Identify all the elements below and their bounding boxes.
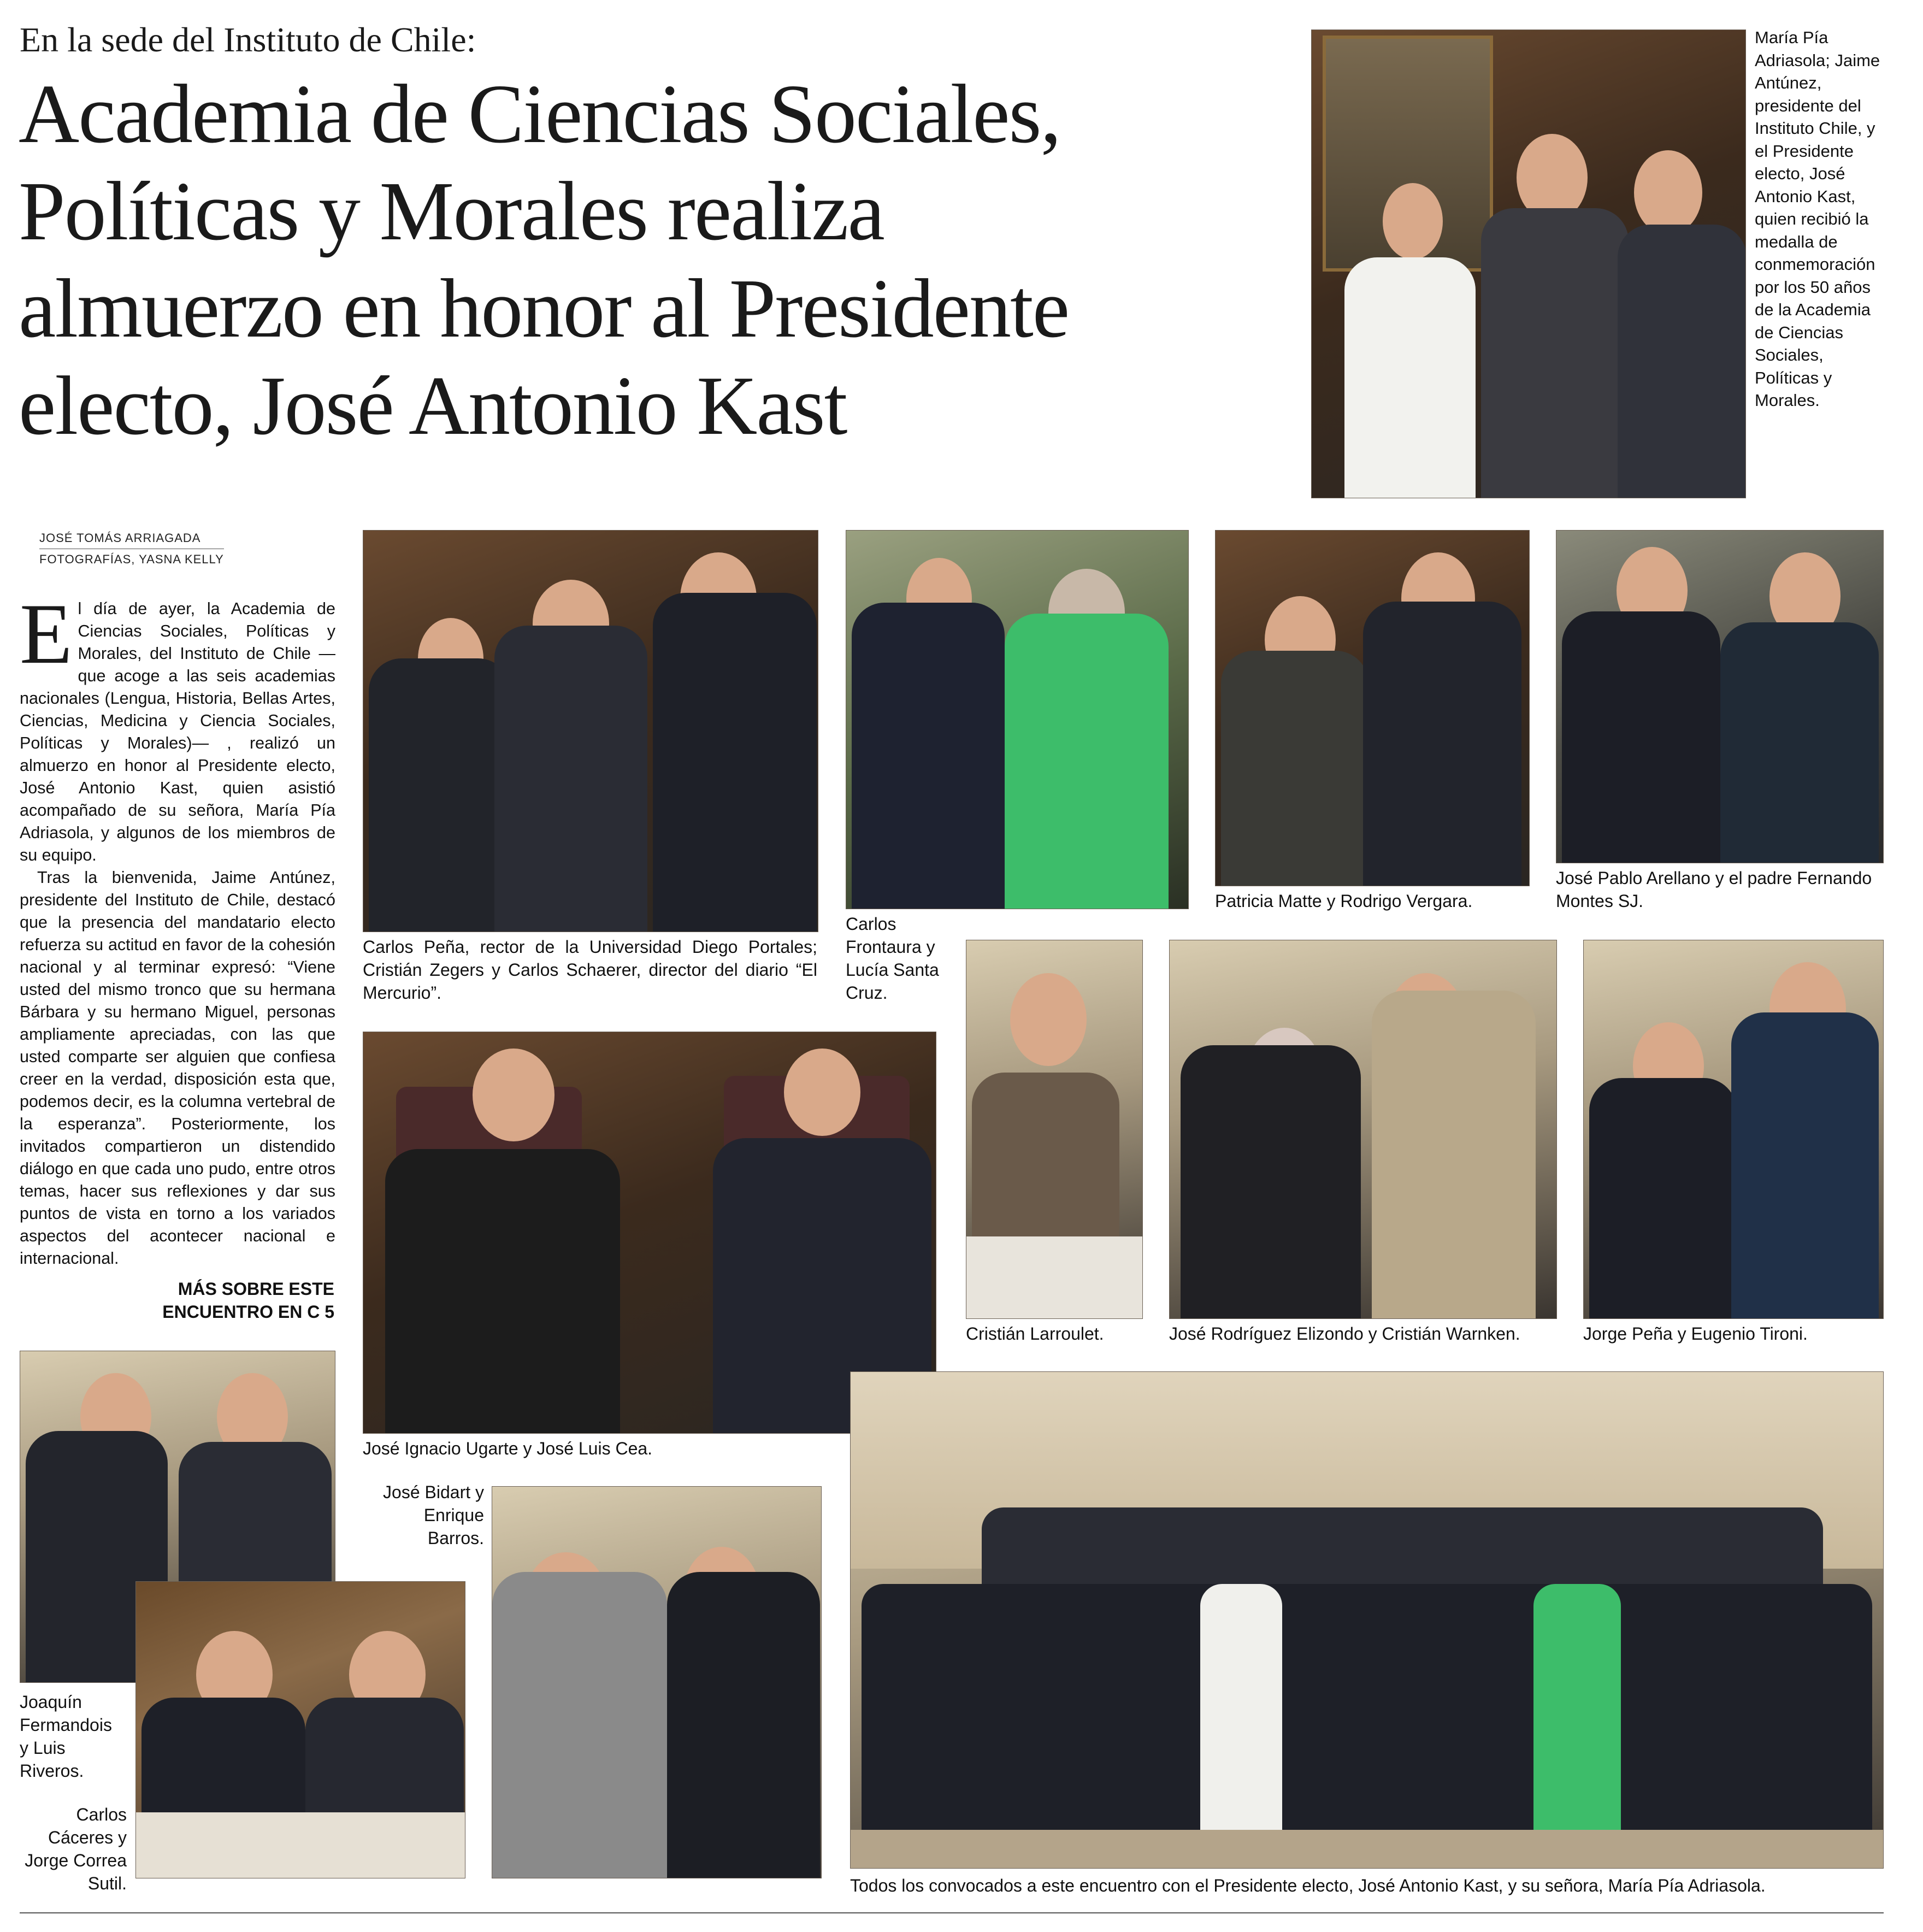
- person-figure: [852, 603, 1005, 909]
- photo-arellano-montes: [1556, 530, 1884, 863]
- person-figure: [1720, 622, 1879, 863]
- headline-line-1: Academia de Ciencias Sociales,: [19, 68, 1061, 161]
- dining-table: [136, 1812, 465, 1878]
- byline-author: JOSÉ TOMÁS ARRIAGADA: [39, 531, 201, 545]
- headline: [19, 66, 1286, 455]
- kicker: En la sede del Instituto de Chile:: [20, 20, 476, 59]
- photo-bidart-barros: [492, 1486, 822, 1878]
- person-figure: [1731, 1012, 1879, 1318]
- photo-rodriguez-warnken: [1169, 940, 1557, 1319]
- headline-line-4: electo, José Antonio Kast: [19, 360, 847, 452]
- article-body: [20, 586, 335, 1270]
- photo-pena-zegers-schaerer: [363, 530, 818, 932]
- person-figure: [1005, 614, 1169, 909]
- person-figure: [653, 593, 817, 932]
- person-figure: [1481, 208, 1629, 498]
- caption-matte: Patricia Matte y Rodrigo Vergara.: [1215, 891, 1473, 911]
- caption-fermandois: Joaquín Fermandois y Luis Riveros.: [20, 1692, 112, 1781]
- photo-frontaura-santacruz: [846, 530, 1189, 909]
- person-green-dress: [1533, 1584, 1621, 1868]
- person-figure: [1372, 991, 1536, 1318]
- person-white-blouse: [1200, 1584, 1282, 1868]
- paragraph-1: [20, 586, 335, 867]
- photo-caceres-correa: [135, 1581, 465, 1878]
- person-figure: [1181, 1045, 1361, 1318]
- more-line-1: MÁS SOBRE ESTE: [178, 1279, 334, 1299]
- photo-matte-vergara: [1215, 530, 1530, 886]
- person-figure: [492, 1572, 667, 1878]
- more-reference: [109, 1277, 334, 1323]
- caption-pena: Carlos Peña, rector de la Universidad Diego Portales; Cristián Zegers y Carlos Schaerer, director del diario “El Mercurio”.: [363, 937, 817, 1003]
- floor: [851, 1830, 1884, 1868]
- caption-bidart: José Bidart y Enrique Barros.: [383, 1482, 484, 1548]
- person-figure: [494, 626, 647, 932]
- caption-caceres: Carlos Cáceres y Jorge Correa Sutil.: [25, 1805, 127, 1893]
- person-figure: [385, 1149, 620, 1433]
- byline: [39, 528, 258, 570]
- photo-larroulet: [966, 940, 1143, 1319]
- caption-top: María Pía Adriasola; Jaime Antúnez, presidente del Instituto Chile, y el Presidente electo, José Antonio Kast, quien recibió la medalla de conmemoración por los 50 años de la Academia de Ciencias Sociales, Políticas y Morales.: [1755, 28, 1880, 410]
- person-head: [784, 1049, 860, 1136]
- person-figure: [1562, 611, 1720, 863]
- byline-photos: FOTOGRAFÍAS, YASNA KELLY: [39, 549, 224, 570]
- person-figure: [1363, 602, 1521, 886]
- person-head: [473, 1049, 555, 1141]
- person-figure: [1589, 1078, 1737, 1318]
- caption-arellano: José Pablo Arellano y el padre Fernando Montes SJ.: [1556, 868, 1872, 911]
- person-figure: [667, 1572, 820, 1878]
- photo-adriasola-antunez-kast: [1311, 30, 1746, 498]
- paragraph-2-text: Tras la bienvenida, Jaime Antúnez, presidente del Instituto de Chile, destacó que la presencia del mandatario electo refuerza su actitud en favor de la cohesión nacional y al terminar expresó: “Viene usted del mismo tronco que su hermana Bárbara y su hermano Miguel, personas ampliamente apreciadas, con las que usted comparte ser alguien que confiesa creer en la verdad, disposición esta que, podemos decir, es la columna vertebral de la esperanza”. Posteriormente, los invitados compartieron un distendido diálogo en que cada uno pudo, entre otros temas, hacer sus reflexiones y dar sus puntos de vista en torno a los variados aspectos del acontecer nacional e internacional.: [20, 868, 335, 1268]
- person-figure: [369, 658, 511, 932]
- paragraph-1-text: l día de ayer, la Academia de Ciencias Sociales, Políticas y Morales, del Instituto de Chile —que acoge a las seis academias nacionales (Lengua, Historia, Bellas Artes, Ciencias, Medicina y Ciencia Sociales, Políticas y Morales)— , realizó un almuerzo en honor al Presidente electo, José Antonio Kast, quien asistió acompañado de su señora, María Pía Adriasola, y algunos de los miembros de su equipo.: [20, 599, 335, 864]
- headline-line-2: Políticas y Morales realiza: [19, 165, 884, 258]
- person-figure: [1221, 651, 1368, 886]
- caption-tironi: Jorge Peña y Eugenio Tironi.: [1583, 1324, 1808, 1344]
- photo-group: [850, 1371, 1884, 1869]
- paragraph-2: [20, 867, 335, 1270]
- person-head: [1383, 183, 1443, 260]
- dining-table: [966, 1236, 1143, 1318]
- headline-line-3: almuerzo en honor al Presidente: [19, 262, 1069, 355]
- person-figure: [1618, 225, 1746, 498]
- person-figure: [1344, 257, 1476, 498]
- more-line-2: ENCUENTRO EN C 5: [162, 1302, 334, 1322]
- caption-ugarte: José Ignacio Ugarte y José Luis Cea.: [363, 1439, 653, 1458]
- person-head: [1634, 150, 1702, 235]
- caption-group: Todos los convocados a este encuentro con el Presidente electo, José Antonio Kast, y su señora, María Pía Adriasola.: [850, 1876, 1766, 1895]
- caption-rodriguez: José Rodríguez Elizondo y Cristián Warnken.: [1169, 1324, 1520, 1344]
- photo-pena-tironi: [1583, 940, 1884, 1319]
- caption-frontaura: Carlos Frontaura y Lucía Santa Cruz.: [846, 914, 939, 1003]
- caption-larroulet: Cristián Larroulet.: [966, 1324, 1104, 1344]
- drop-cap: E: [20, 586, 73, 682]
- person-head: [1010, 973, 1087, 1066]
- bottom-rule: [20, 1912, 1884, 1913]
- group-front-row: [862, 1584, 1872, 1868]
